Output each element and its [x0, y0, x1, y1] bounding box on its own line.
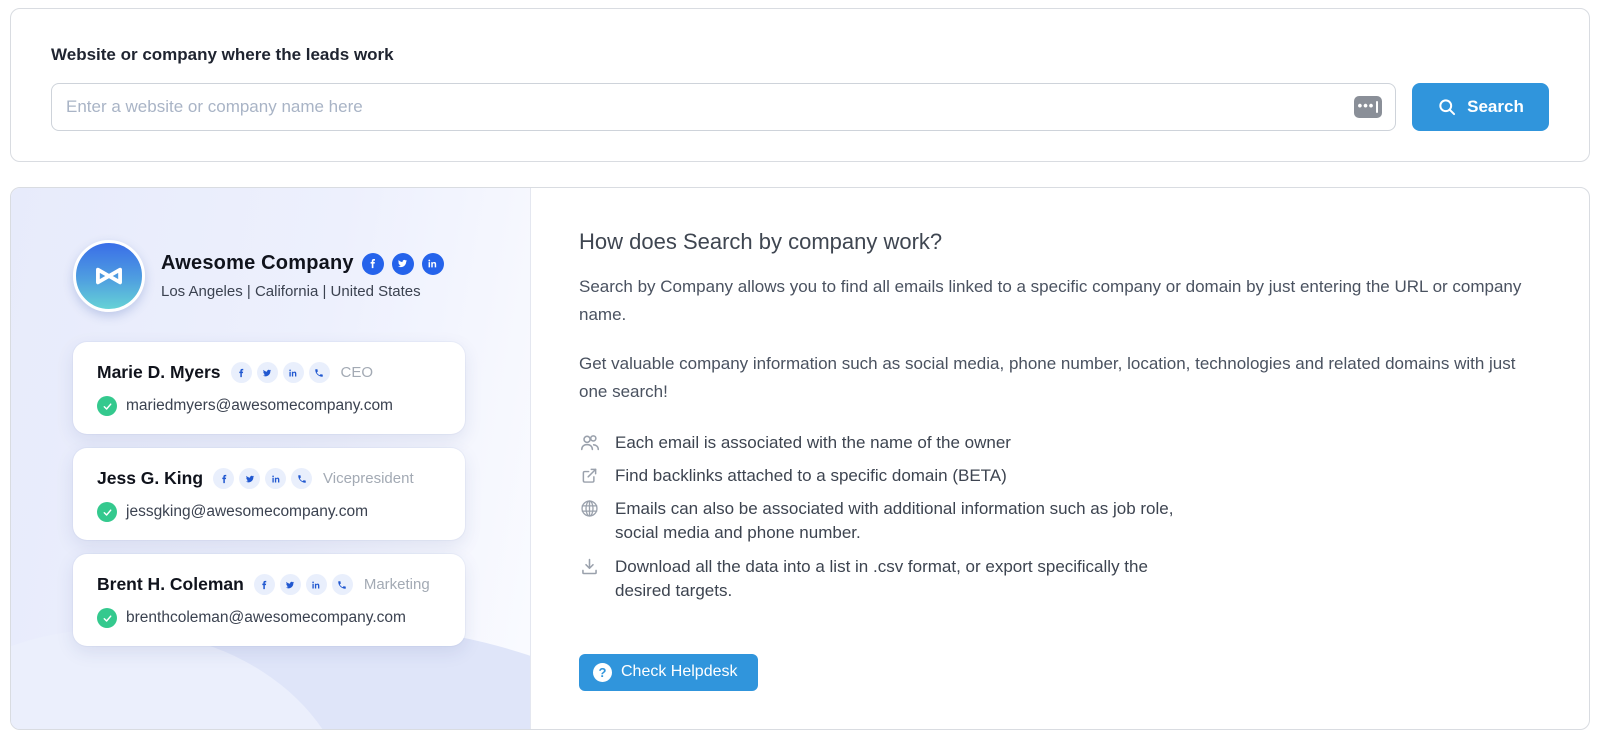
twitter-icon[interactable]: [392, 253, 414, 275]
linkedin-icon[interactable]: [422, 253, 444, 275]
info-paragraph: Search by Company allows you to find all emails linked to a specific company or domain by just entering the URL or company name.: [579, 276, 1522, 324]
result-card: [10, 187, 1590, 730]
contact-card: [73, 448, 465, 540]
question-icon: ?: [593, 663, 612, 682]
phone-icon[interactable]: [291, 468, 312, 489]
company-logo: [73, 240, 145, 312]
info-panel: [531, 188, 1589, 729]
contact-role: CEO: [340, 364, 374, 382]
contact-email: mariedmyers@awesomecompany.com: [126, 397, 393, 415]
info-title: How does Search by company work?: [579, 229, 943, 255]
feature-item: [579, 464, 1533, 488]
envelope-logo-icon: [88, 255, 130, 297]
twitter-icon[interactable]: [280, 574, 301, 595]
contact-email: jessgking@awesomecompany.com: [126, 503, 369, 521]
globe-icon: [579, 498, 601, 520]
verified-icon: [97, 502, 117, 522]
contact-role: Vicepresident: [323, 470, 414, 488]
feature-item: [579, 497, 1533, 545]
feature-text: Find backlinks attached to a specific domain (BETA): [615, 466, 1007, 486]
linkedin-icon[interactable]: [283, 362, 304, 383]
twitter-icon[interactable]: [239, 468, 260, 489]
download-icon: [579, 556, 601, 578]
company-name: Awesome Company: [161, 252, 354, 275]
linkedin-icon[interactable]: [306, 574, 327, 595]
feature-item: [579, 431, 1533, 455]
feature-text: Download all the data into a list in .csv format, or export specifically the desired targets.: [615, 556, 1148, 600]
twitter-icon[interactable]: [257, 362, 278, 383]
verified-icon: [97, 608, 117, 628]
bulk-dots: •••: [1357, 97, 1375, 113]
helpdesk-button-label: Check Helpdesk: [621, 663, 738, 681]
contact-name: Jess G. King: [97, 468, 204, 489]
company-location: Los Angeles | California | United States: [161, 283, 421, 301]
facebook-icon[interactable]: [213, 468, 234, 489]
contact-card: [73, 342, 465, 434]
contact-name: Marie D. Myers: [97, 362, 221, 383]
contact-role: Marketing: [363, 576, 430, 594]
search-section: [10, 8, 1590, 162]
phone-icon[interactable]: [332, 574, 353, 595]
bulk-caret: [1376, 101, 1378, 113]
linkedin-icon[interactable]: [265, 468, 286, 489]
users-icon: [579, 432, 601, 454]
contacts-list: [73, 342, 530, 646]
check-helpdesk-button[interactable]: [579, 654, 758, 691]
external-link-icon: [579, 465, 601, 487]
company-meta: [161, 252, 444, 300]
facebook-icon[interactable]: [254, 574, 275, 595]
verified-icon: [97, 396, 117, 416]
search-input[interactable]: [51, 83, 1396, 131]
company-header: [73, 240, 530, 312]
search-section-label: Website or company where the leads work: [51, 45, 394, 64]
phone-icon[interactable]: [309, 362, 330, 383]
feature-text: Each email is associated with the name of the owner: [615, 433, 1011, 453]
facebook-icon[interactable]: [231, 362, 252, 383]
search-input-wrap: [51, 83, 1396, 131]
bulk-input-icon[interactable]: [1354, 96, 1382, 118]
company-panel: [11, 188, 531, 729]
feature-item: [579, 555, 1533, 603]
feature-text: Emails can also be associated with additional information such as job role, social media and phone number.: [615, 499, 1174, 543]
contact-email: brenthcoleman@awesomecompany.com: [126, 609, 406, 627]
search-row: [51, 83, 1549, 131]
magnifier-icon: [1437, 97, 1457, 117]
contact-name: Brent H. Coleman: [97, 574, 244, 595]
facebook-icon[interactable]: [362, 253, 384, 275]
search-button-label: Search: [1467, 97, 1524, 117]
search-button[interactable]: [1412, 83, 1549, 131]
contact-card: [73, 554, 465, 646]
feature-list: [579, 431, 1533, 603]
info-paragraph: Get valuable company information such as social media, phone number, location, technologies and related domains with just one search!: [579, 354, 1516, 401]
